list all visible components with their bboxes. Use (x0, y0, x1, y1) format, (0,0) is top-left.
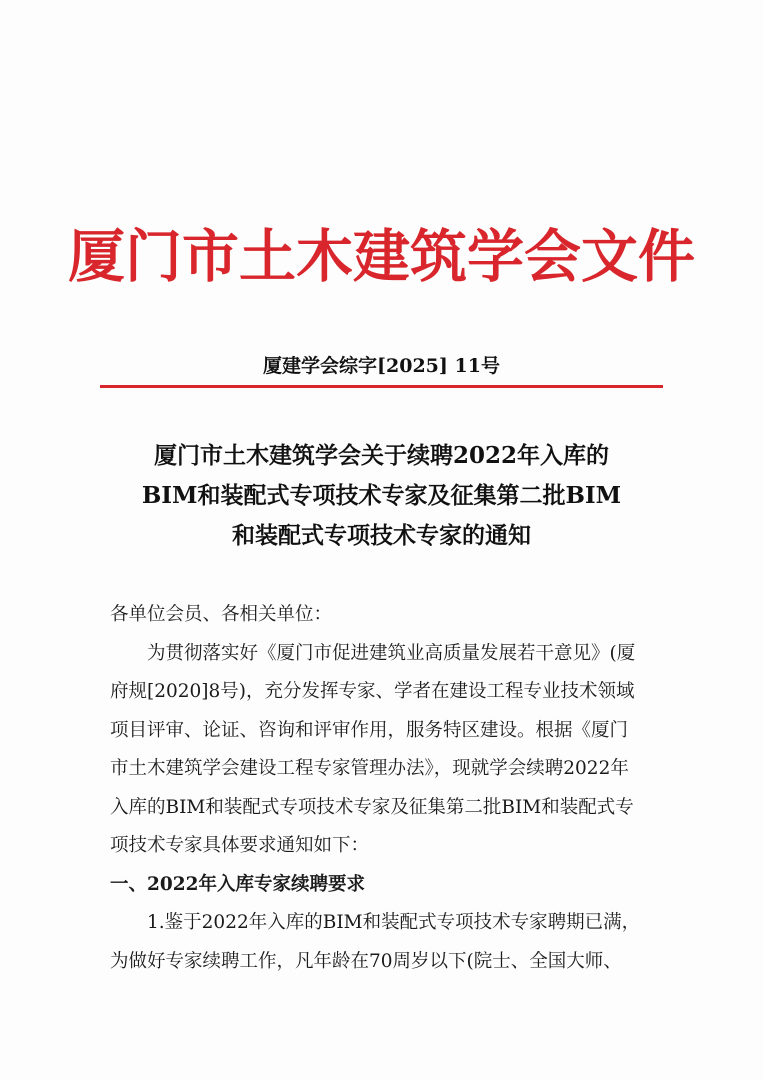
paragraph-line: 府规[2020]8号)，充分发挥专家、学者在建设工程专业技术领域 (110, 681, 635, 702)
paragraph-line: 为做好专家续聘工作，凡年龄在70周岁以下(院士、全国大师、 (110, 950, 622, 972)
paragraph-line: 项技术专家具体要求通知如下： (110, 835, 370, 856)
notice-body (110, 596, 670, 981)
paragraph-line: 1.鉴于2022年入库的BIM和装配式专项技术专家聘期已满， (147, 912, 641, 933)
paragraph-line: 为贯彻落实好《厦门市促进建筑业高质量发展若干意见》(厦 (147, 642, 636, 664)
document-header-title: 厦门市土木建筑学会文件 (68, 223, 695, 290)
notice-title-line: 和装配式专项技术专家的通知 (232, 522, 531, 549)
salutation: 各单位会员、各相关单位： (110, 604, 333, 625)
notice-title-line: BIM和装配式专项技术专家及征集第二批BIM (141, 482, 622, 509)
paragraph-line: 项目评审、论证、咨询和评审作用，服务特区建设。根据《厦门 (110, 719, 629, 741)
paragraph-line: 市土木建筑学会建设工程专家管理办法》，现就学会续聘2022年 (110, 758, 629, 779)
document-number: 厦建学会综字[2025] 11号 (263, 355, 500, 377)
notice-title (90, 436, 673, 556)
red-divider-line (100, 385, 663, 388)
notice-title-line: 厦门市土木建筑学会关于续聘2022年入库的 (153, 442, 609, 469)
paragraph-line: 入库的BIM和装配式专项技术专家及征集第二批BIM和装配式专 (110, 796, 634, 818)
section-heading: 一、2022年入库专家续聘要求 (110, 873, 365, 895)
